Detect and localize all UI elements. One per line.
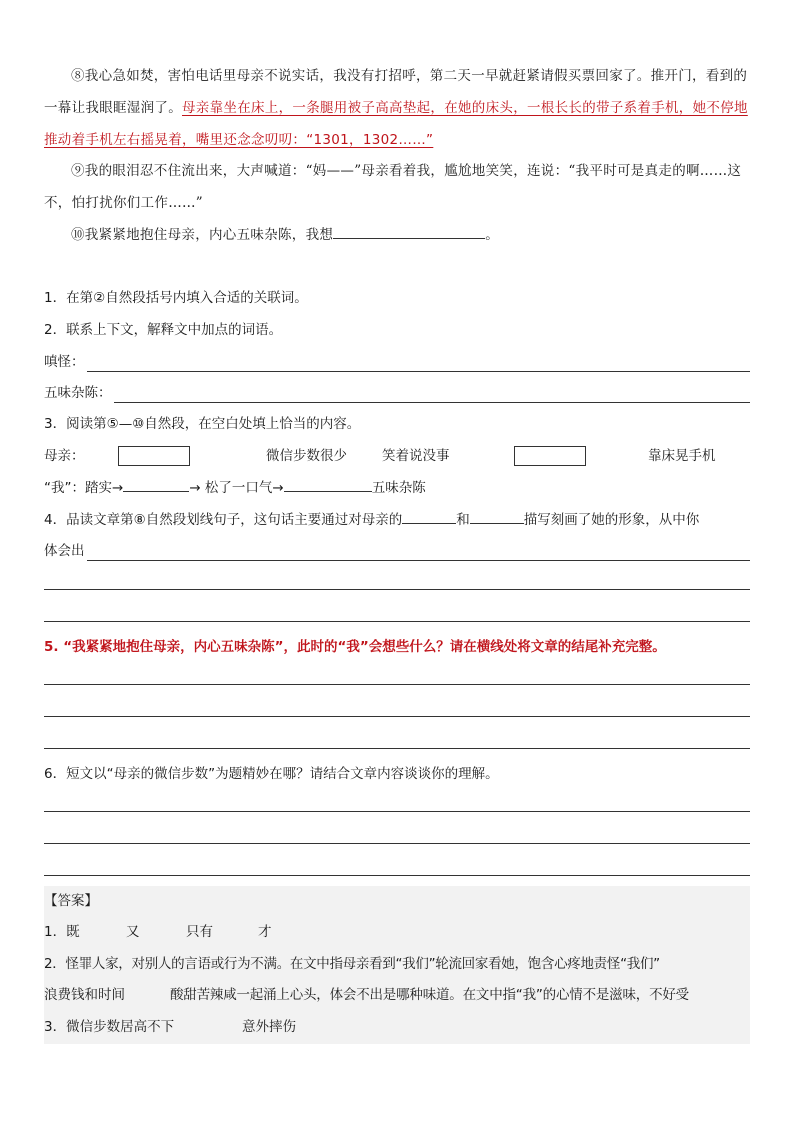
underlined-sentence: 母亲靠坐在床上，一条腿用被子高高垫起，在她的床头，一根长长的带子系着手机，她不停地推动着手机左右摇晃着，嘴里还念念叨叨：“1301，1302……” (44, 100, 748, 148)
q5-answer-line-3[interactable] (44, 748, 750, 749)
q5-answer-line-1[interactable] (44, 684, 750, 685)
q4-answer-line-2[interactable] (44, 589, 750, 590)
answer-1-part-1: 1．既 (44, 924, 80, 940)
question-4: 4．品读文章第⑧自然段划线句子，这句话主要通过对母亲的 和 描写刻画了她的形象，从中你 (44, 512, 700, 528)
q4-answer-line-1[interactable] (87, 546, 751, 561)
me-chain: “我”：踏实→ → 松了一口气→ 五味杂陈 (44, 480, 426, 496)
passage-paragraph-10: ⑩我紧紧地抱住母亲，内心五味杂陈，我想 。 (71, 227, 500, 243)
question-3: 3．阅读第⑤—⑩自然段，在空白处填上恰当的内容。 (44, 416, 361, 432)
question-2: 2．联系上下文，解释文中加点的词语。 (44, 322, 283, 338)
mother-item-steps-few: 微信步数很少 (266, 448, 347, 464)
answer-1-part-3: 只有 (186, 924, 213, 940)
answer-3-part-2: 意外摔伤 (242, 1019, 296, 1035)
q4-answer-line-3[interactable] (44, 621, 750, 622)
term-label-chenguai: 嗔怪： (44, 354, 85, 370)
mother-item-smile: 笑着说没事 (382, 448, 450, 464)
me-blank-1[interactable] (123, 491, 189, 492)
question-5: 5. “我紧紧地抱住母亲，内心五味杂陈”，此时的“我”会想些什么？请在横线处将文章的结尾补充完整。 (44, 639, 666, 655)
q5-answer-line-2[interactable] (44, 716, 750, 717)
me-relief: 松了一口气→ (204, 480, 284, 496)
passage-paragraph-8 (44, 60, 750, 156)
me-blank-2[interactable] (284, 491, 372, 492)
mother-item-phone: 靠床晃手机 (648, 448, 716, 464)
paragraph-9-text: ⑨我的眼泪忍不住流出来，大声喊道：“妈——”母亲看着我，尴尬地笑笑，连说：“我平时可是真走的啊……这不，怕打扰你们工作……” (44, 163, 742, 211)
answer-row-wuweizachen (44, 383, 750, 403)
paragraph-8-text: ⑧我心急如焚，害怕电话里母亲不说实话，我没有打招呼，第二天一早就赶紧请假买票回家了。推开门，看到的一幕让我眼眶湿润了。 (44, 68, 748, 116)
me-label: “我”：踏实→ (44, 480, 124, 496)
me-end: 五味杂陈 (371, 480, 426, 496)
answer-2-line-1: 2．怪罪人家，对别人的言语或行为不满。在文中指母亲看到“我们”轮流回家看她，饱含心疼地责怪“我们” (44, 956, 660, 972)
term-label-wuweizachen: 五味杂陈： (44, 385, 112, 401)
answer-row-chenguai (44, 352, 750, 372)
ending-blank[interactable] (333, 238, 485, 239)
passage-paragraph-9 (44, 155, 750, 219)
answer-1-part-4: 才 (258, 924, 272, 940)
answer-2-line-2a: 浪费钱和时间 (44, 987, 125, 1003)
q6-answer-line-1[interactable] (44, 811, 750, 812)
answer-line-wuweizachen[interactable] (114, 388, 751, 403)
answer-3-part-1: 3．微信步数居高不下 (44, 1019, 175, 1035)
question-6: 6．短文以“母亲的微信步数”为题精妙在哪？请结合文章内容谈谈你的理解。 (44, 766, 499, 782)
answer-line-chenguai[interactable] (87, 357, 751, 372)
answer-header: 【答案】 (44, 893, 98, 909)
q4-answer-row: 体会出 (44, 541, 750, 561)
paragraph-10-text: ⑩我紧紧地抱住母亲，内心五味杂陈，我想 (71, 227, 334, 243)
mother-label: 母亲： (44, 448, 85, 464)
answer-1-part-2: 又 (126, 924, 140, 940)
q4-blank-2[interactable] (470, 523, 524, 524)
q6-answer-line-3[interactable] (44, 875, 750, 876)
q4-blank-1[interactable] (402, 523, 456, 524)
q6-answer-line-2[interactable] (44, 843, 750, 844)
answer-2-line-2b: 酸甜苦辣咸一起涌上心头，体会不出是哪种味道。在文中指“我”的心情不是滋味，不好受 (170, 987, 689, 1003)
answer-box-2[interactable] (514, 446, 586, 466)
question-1: 1．在第②自然段括号内填入合适的关联词。 (44, 290, 308, 306)
answer-box-1[interactable] (118, 446, 190, 466)
